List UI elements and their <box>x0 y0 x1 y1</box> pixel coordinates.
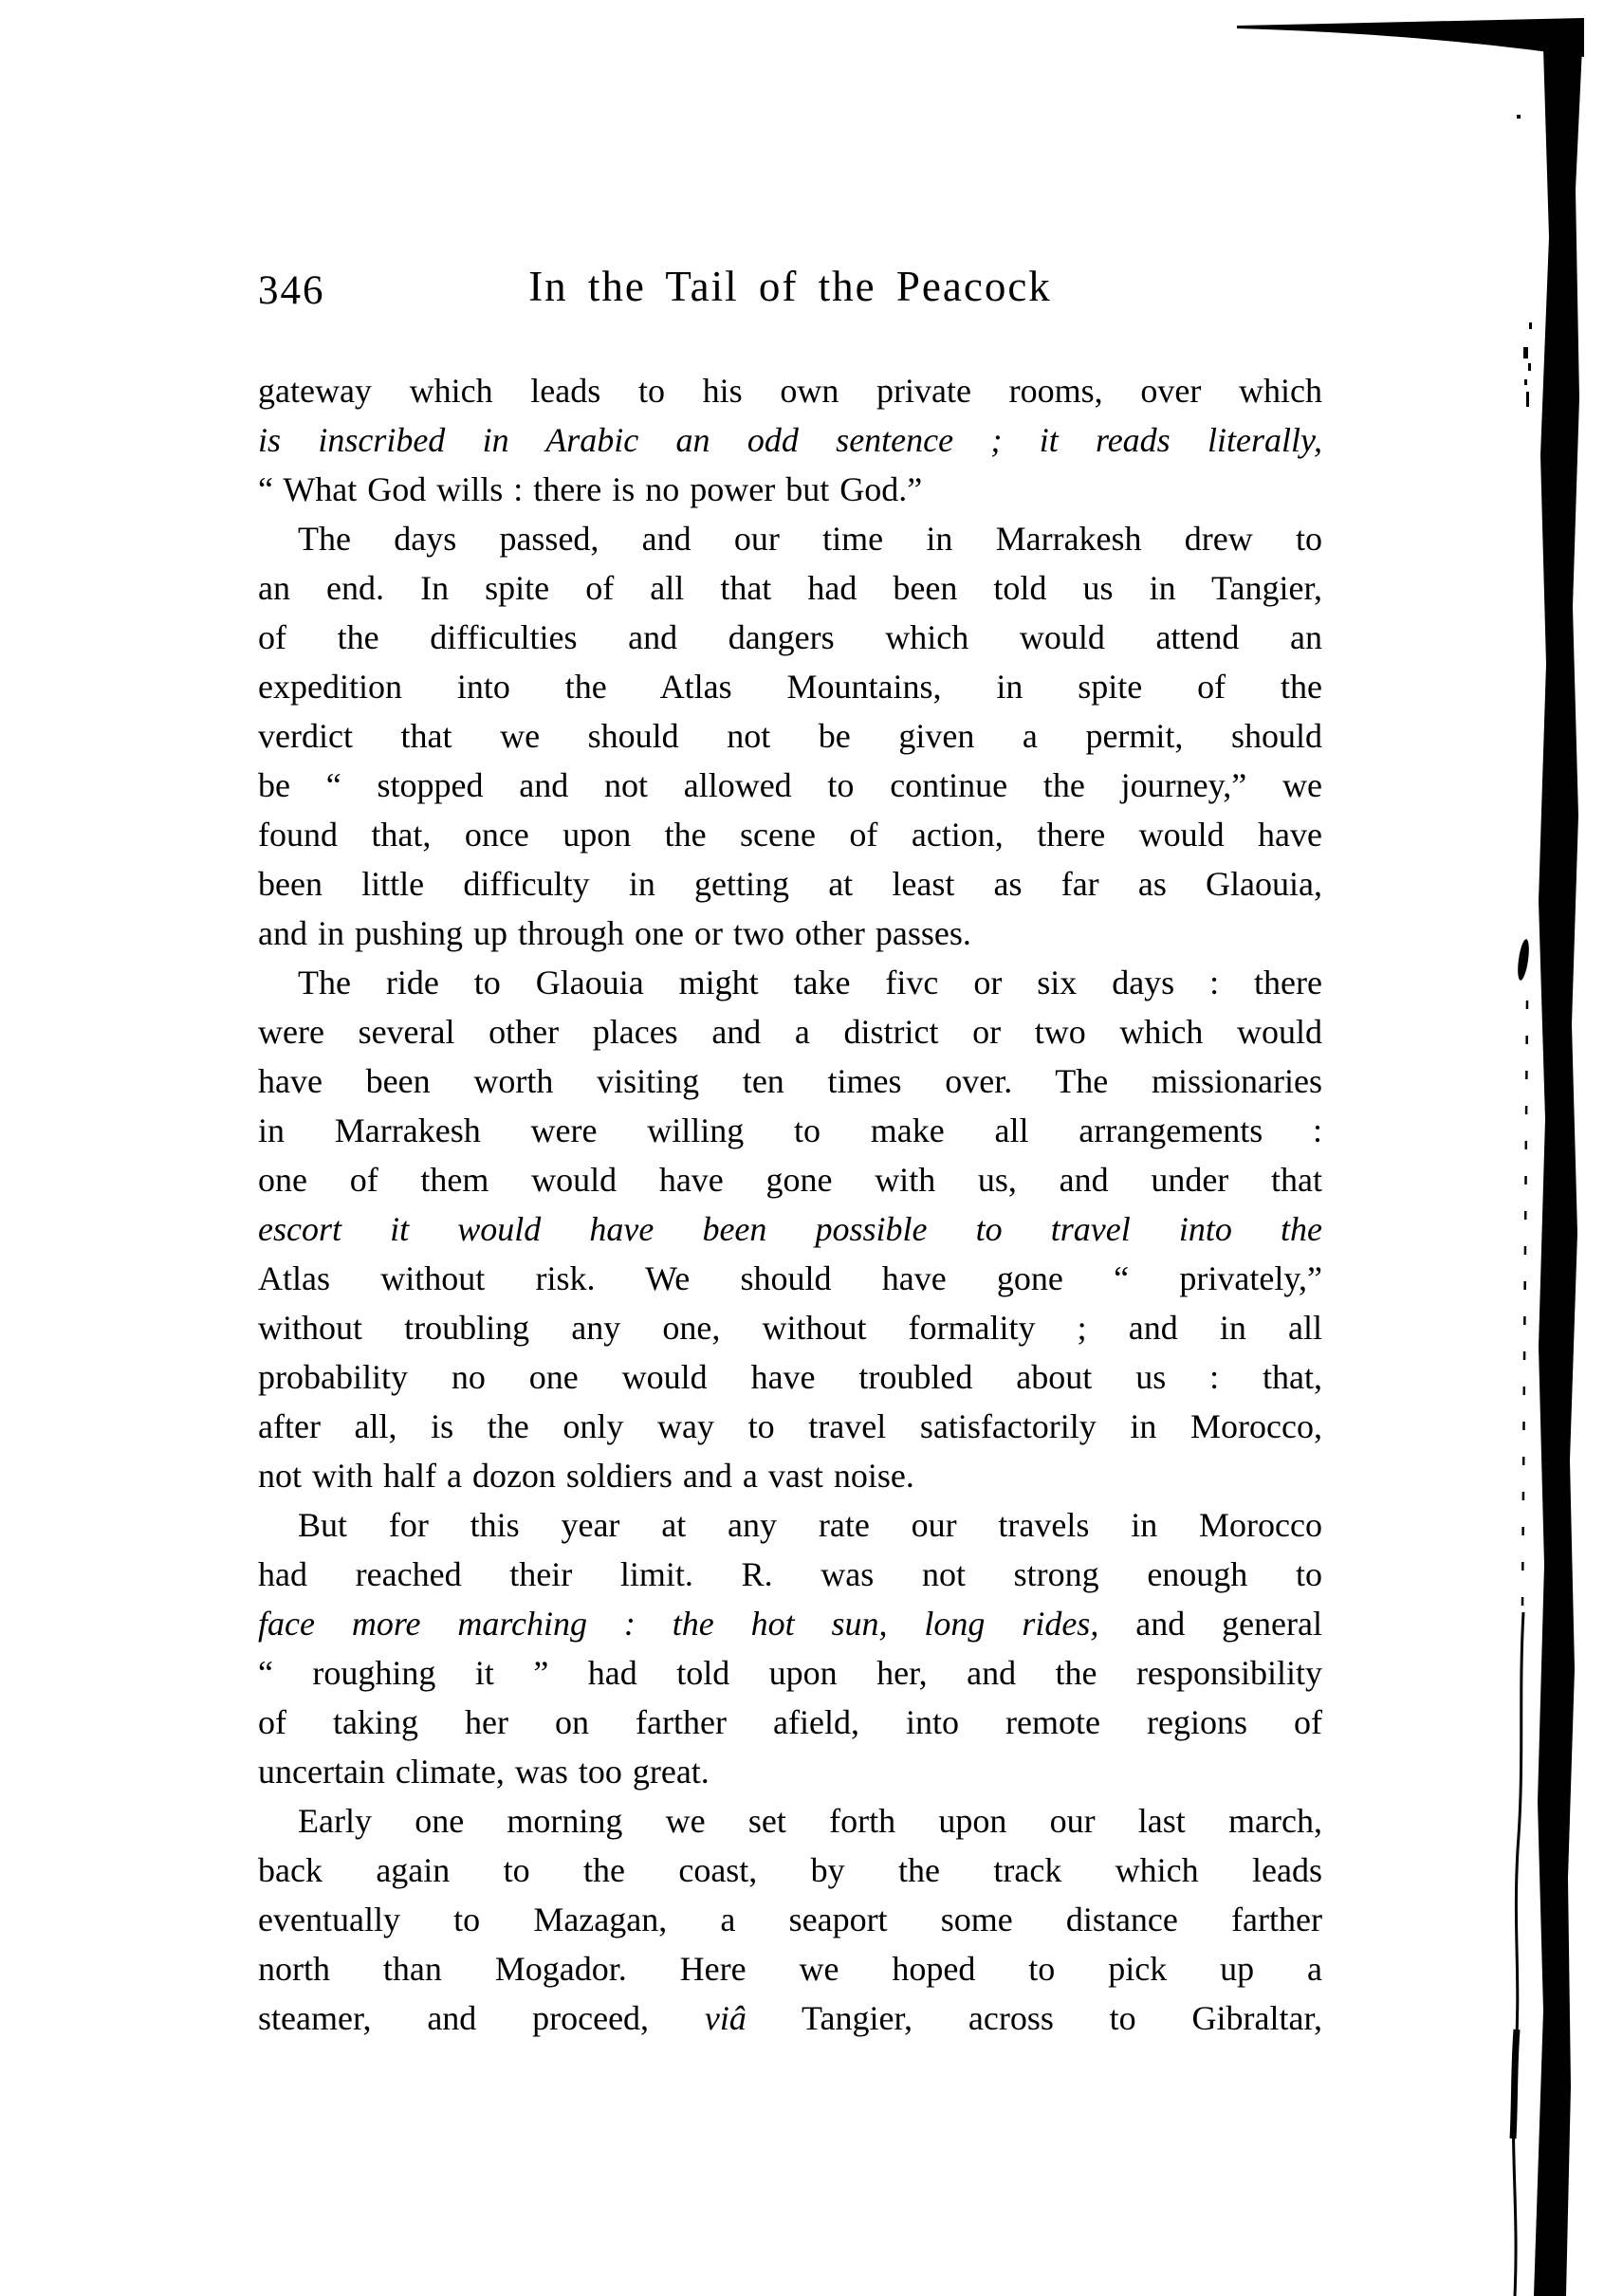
text-line: after all, is the only way to travel satisfactorily in Morocco, <box>258 1407 1322 1445</box>
text-line: face more marching : the hot sun, long rides, and general <box>258 1605 1323 1643</box>
text-line: in Marrakesh were willing to make all arrangements : <box>258 1111 1322 1149</box>
text-line: of the difficulties and dangers which would attend an <box>258 618 1322 656</box>
text-line: escort it would have been possible to travel into the <box>258 1210 1322 1248</box>
page-number: 346 <box>258 268 325 313</box>
text-line: “ roughing it ” had told upon her, and the responsibility <box>258 1654 1322 1692</box>
text-line: had reached their limit. R. was not strong enough to <box>258 1555 1322 1593</box>
text-line: The days passed, and our time in Marrakesh drew to <box>298 520 1322 558</box>
text-line: found that, once upon the scene of action, there would have <box>258 816 1322 854</box>
text-line: But for this year at any rate our travels in Morocco <box>298 1506 1322 1544</box>
page-header <box>258 262 1322 319</box>
page-title: In the Tail of the Peacock <box>528 263 1052 310</box>
scan-artifact-gutter-bar <box>1534 47 1582 2296</box>
text-line: verdict that we should not be given a permit, should <box>258 717 1322 755</box>
text-line: probability no one would have troubled about us : that, <box>258 1358 1322 1396</box>
text-line: without troubling any one, without formality ; and in all <box>258 1309 1322 1347</box>
text-line: steamer, and proceed, viâ Tangier, across to Gibraltar, <box>258 1999 1322 2037</box>
text-line: be “ stopped and not allowed to continue the journey,” we <box>258 766 1322 804</box>
text-line: gateway which leads to his own private rooms, over which <box>258 372 1322 410</box>
text-line: one of them would have gone with us, and under that <box>258 1161 1322 1199</box>
scan-artifact-crease-line <box>1513 115 1532 2296</box>
text-line: “ What God wills : there is no power but God.” <box>258 470 923 508</box>
text-line: been little difficulty in getting at least as far as Glaouia, <box>258 865 1322 903</box>
text-line: were several other places and a district or two which would <box>258 1013 1322 1051</box>
text-line: uncertain climate, was too great. <box>258 1753 710 1791</box>
text-line: eventually to Mazagan, a seaport some distance farther <box>258 1901 1322 1938</box>
text-line: expedition into the Atlas Mountains, in spite of the <box>258 668 1322 706</box>
text-line: is inscribed in Arabic an odd sentence ; it reads literally, <box>258 421 1322 459</box>
scan-artifact-top-smudge <box>1237 18 1584 57</box>
text-line: Early one morning we set forth upon our last march, <box>298 1802 1322 1840</box>
text-line: back again to the coast, by the track which leads <box>258 1851 1322 1889</box>
text-line: not with half a dozon soldiers and a vast noise. <box>258 1457 914 1495</box>
text-line: have been worth visiting ten times over. The missionaries <box>258 1062 1322 1100</box>
text-line: an end. In spite of all that had been told us in Tangier, <box>258 569 1322 607</box>
body-text <box>258 366 1322 2043</box>
text-line: of taking her on farther afield, into remote regions of <box>258 1703 1322 1741</box>
text-line: and in pushing up through one or two other passes. <box>258 914 971 952</box>
text-line: north than Mogador. Here we hoped to pick up a <box>258 1950 1322 1988</box>
text-line: The ride to Glaouia might take fivc or six days : there <box>298 964 1322 1001</box>
text-line: Atlas without risk. We should have gone “ privately,” <box>258 1259 1322 1297</box>
